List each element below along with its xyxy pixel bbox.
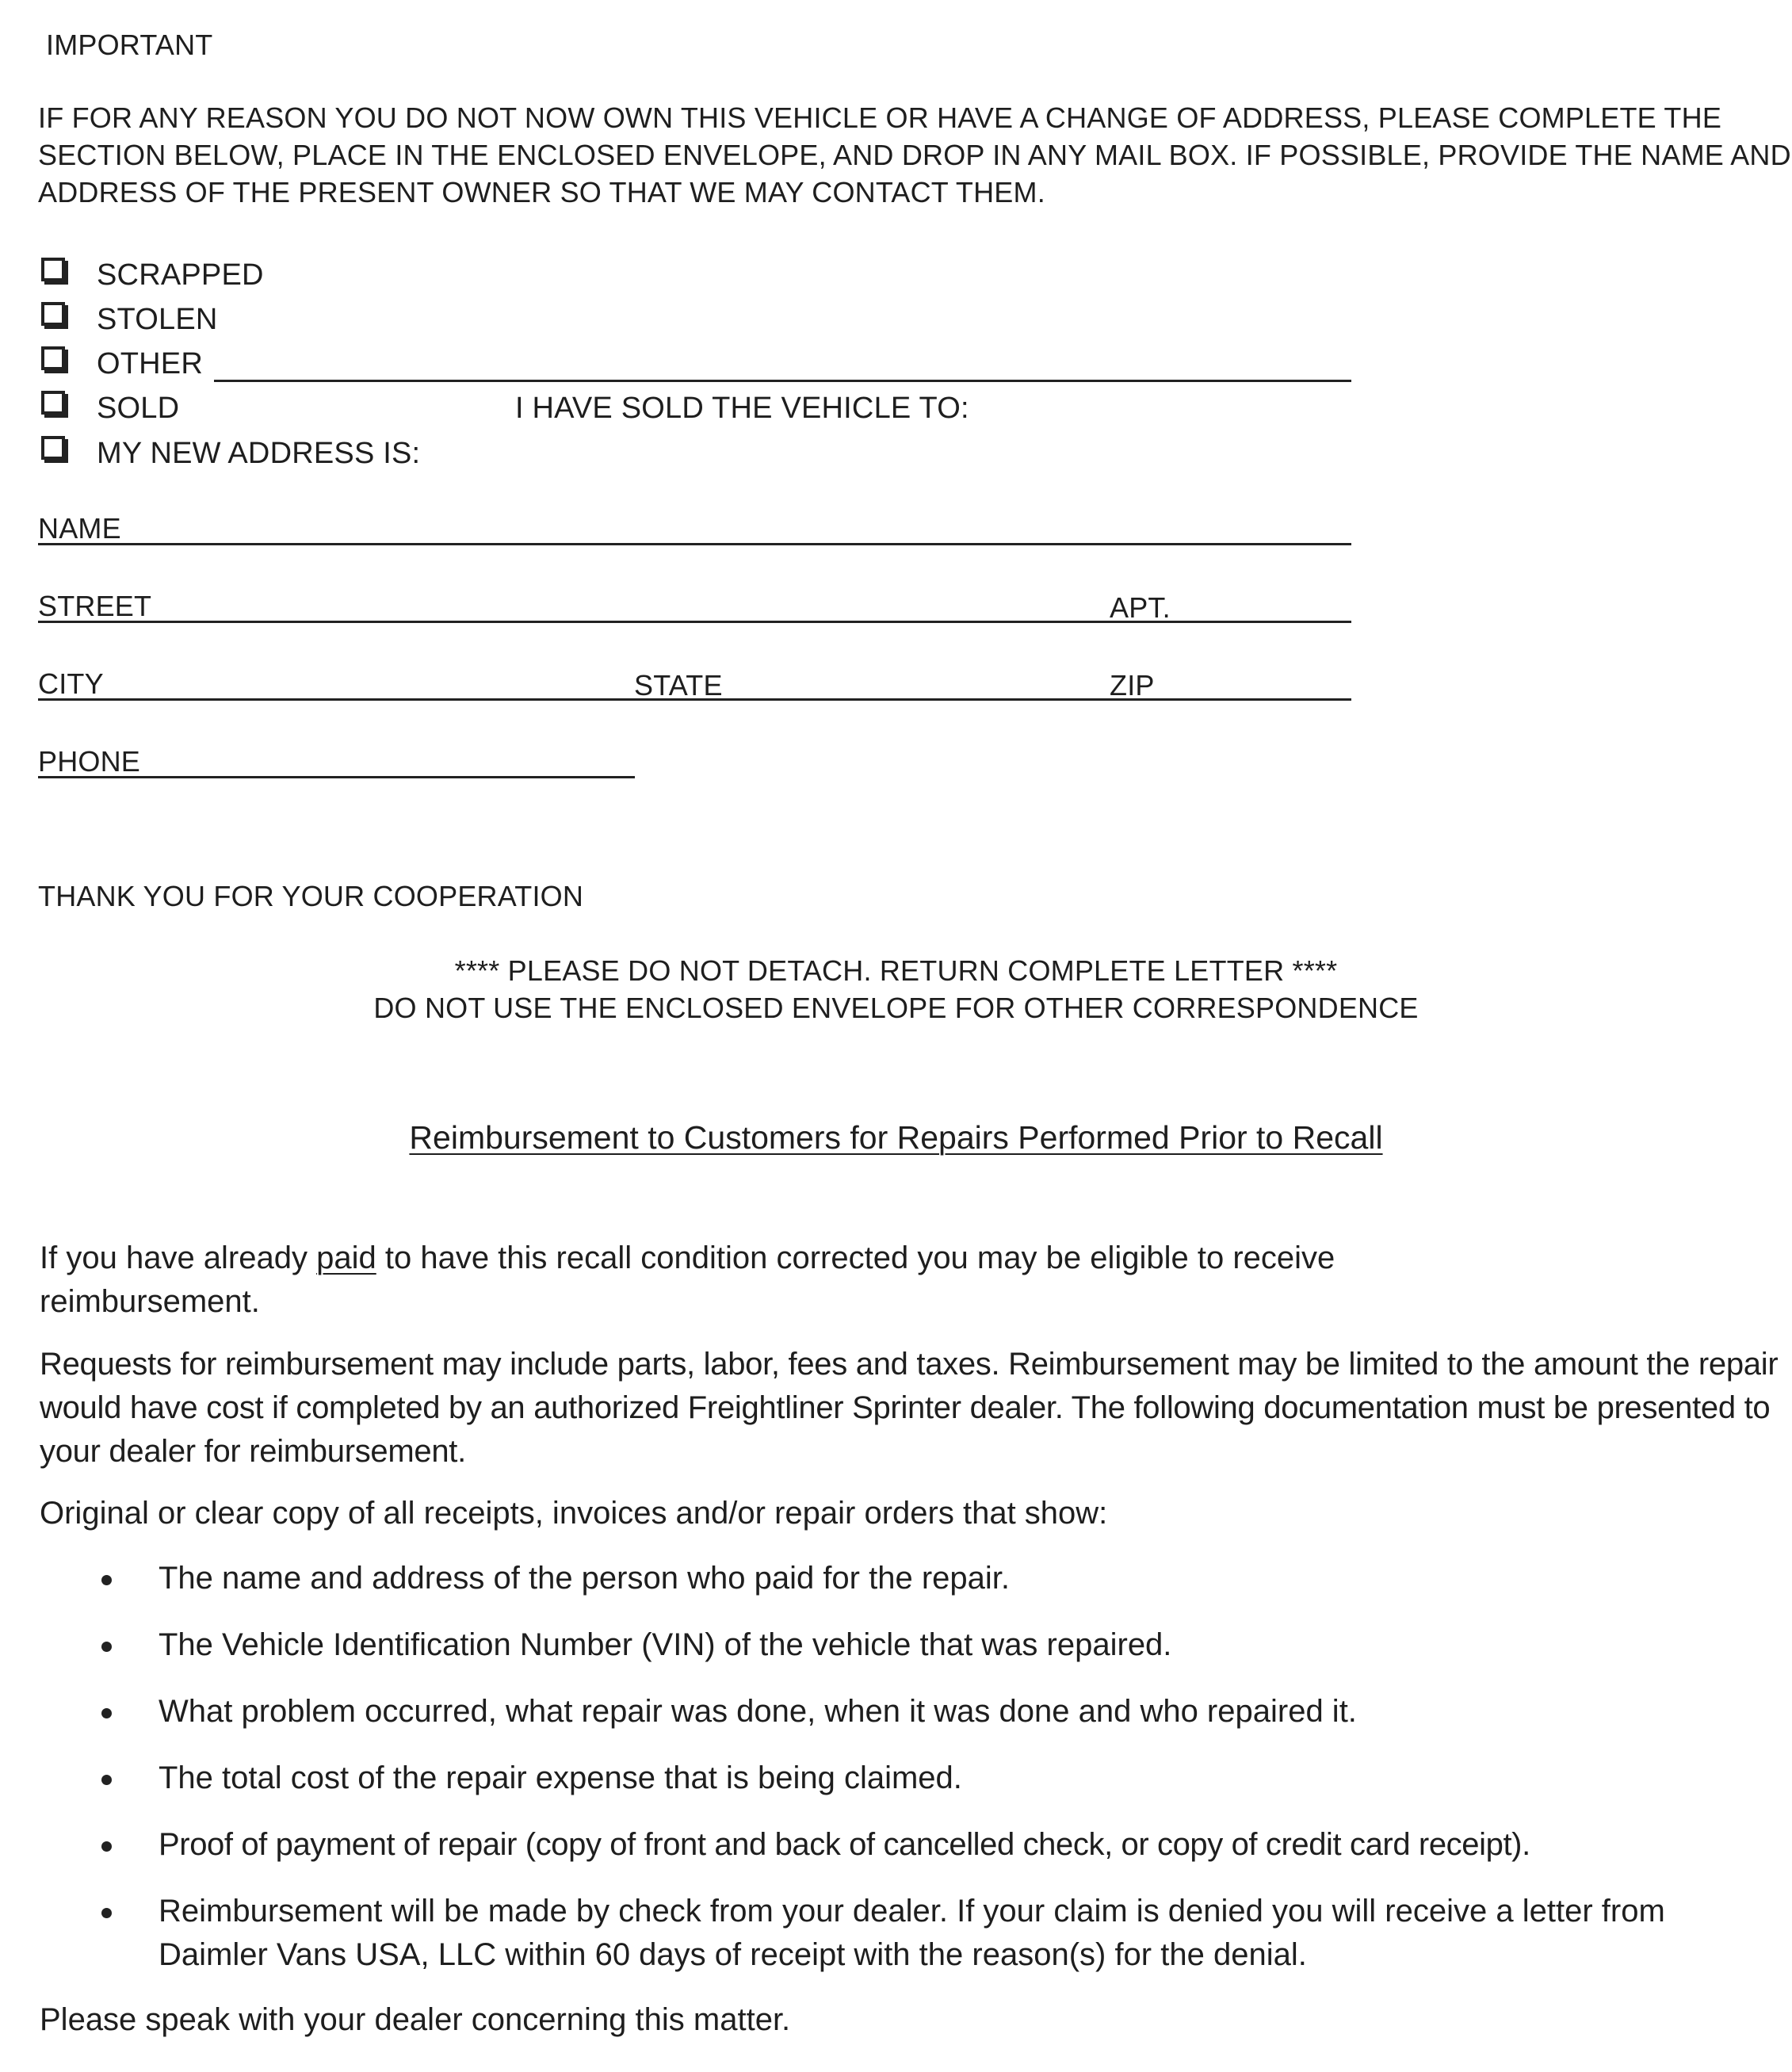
other-checkbox[interactable] <box>41 346 65 370</box>
phone-label: PHONE <box>38 745 141 778</box>
bullet-dot <box>101 1642 112 1652</box>
paid-emphasis: paid <box>316 1241 376 1275</box>
paragraph-1-text-post: to have this recall condition corrected you may be eligible to receive reimbursement. <box>40 1241 1335 1319</box>
sold-checkbox[interactable] <box>41 391 65 415</box>
list-item: The total cost of the repair expense that is being claimed. <box>159 1760 962 1795</box>
list-item: The name and address of the person who paid for the repair. <box>159 1561 1011 1596</box>
list-item: The Vehicle Identification Number (VIN) of the vehicle that was repaired. <box>159 1627 1172 1662</box>
city-input-line[interactable] <box>38 698 1351 701</box>
intro-line-1: IF FOR ANY REASON YOU DO NOT NOW OWN THIS VEHICLE OR HAVE A CHANGE OF ADDRESS, PLEASE COMPLETE THE <box>38 101 1722 134</box>
new-address-checkbox[interactable] <box>41 436 65 460</box>
thank-you-text: THANK YOU FOR YOUR COOPERATION <box>38 880 584 912</box>
zip-label: ZIP <box>1110 669 1155 701</box>
reimbursement-paragraph-1 <box>40 1237 1546 1324</box>
paragraph-1-text-pre: If you have already <box>40 1241 317 1275</box>
city-label: CITY <box>38 667 104 700</box>
street-input-line[interactable] <box>38 621 1351 623</box>
reimbursement-paragraph-2: Requests for reimbursement may include parts, labor, fees and taxes. Reimbursement may be limited to the amount the repair would have cost if completed by an authorized Freightliner Sprinter dealer. The following documentation must be presented to your dealer for reimbursement. <box>40 1347 1779 1469</box>
sold-to-label: I HAVE SOLD THE VEHICLE TO: <box>515 392 969 425</box>
new-address-label: MY NEW ADDRESS IS: <box>97 437 421 470</box>
other-input-line[interactable] <box>214 380 1351 382</box>
list-item: What problem occurred, what repair was done, when it was done and who repaired it. <box>159 1694 1357 1729</box>
state-label: STATE <box>634 669 723 701</box>
bullet-dot <box>101 1575 112 1585</box>
scrapped-label: SCRAPPED <box>97 258 264 292</box>
bullet-dot <box>101 1908 112 1918</box>
name-label: NAME <box>38 512 121 545</box>
stolen-checkbox[interactable] <box>41 302 65 326</box>
street-label: STREET <box>38 590 152 622</box>
list-item: Proof of payment of repair (copy of front and back of cancelled check, or copy of credit card receipt). <box>159 1827 1530 1862</box>
bullet-dot <box>101 1708 112 1718</box>
list-item: Reimbursement will be made by check from your dealer. If your claim is denied you will receive a letter from Daimler Vans USA, LLC within 60 days of receipt with the reason(s) for the denial. <box>159 1894 1665 1972</box>
important-heading: IMPORTANT <box>46 29 213 61</box>
intro-line-3: ADDRESS OF THE PRESENT OWNER SO THAT WE MAY CONTACT THEM. <box>38 176 1045 208</box>
reimbursement-paragraph-3: Original or clear copy of all receipts, invoices and/or repair orders that show: <box>40 1496 1108 1531</box>
apt-label: APT. <box>1110 591 1171 624</box>
sold-label: SOLD <box>97 392 180 425</box>
phone-input-line[interactable] <box>38 776 635 778</box>
bullet-dot <box>101 1841 112 1852</box>
scrapped-checkbox[interactable] <box>41 258 65 281</box>
reimbursement-title: Reimbursement to Customers for Repairs Performed Prior to Recall <box>409 1119 1383 1156</box>
bullet-dot <box>101 1775 112 1785</box>
closing-text: Please speak with your dealer concerning this matter. <box>40 2002 791 2037</box>
name-input-line[interactable] <box>38 543 1351 545</box>
other-label: OTHER <box>97 347 203 380</box>
intro-line-2: SECTION BELOW, PLACE IN THE ENCLOSED ENVELOPE, AND DROP IN ANY MAIL BOX. IF POSSIBLE, PROVIDE THE NAME AND <box>38 139 1791 171</box>
notice-line-2: DO NOT USE THE ENCLOSED ENVELOPE FOR OTHER CORRESPONDENCE <box>373 992 1419 1024</box>
notice-line-1: **** PLEASE DO NOT DETACH. RETURN COMPLETE LETTER **** <box>454 954 1338 987</box>
stolen-label: STOLEN <box>97 303 218 336</box>
